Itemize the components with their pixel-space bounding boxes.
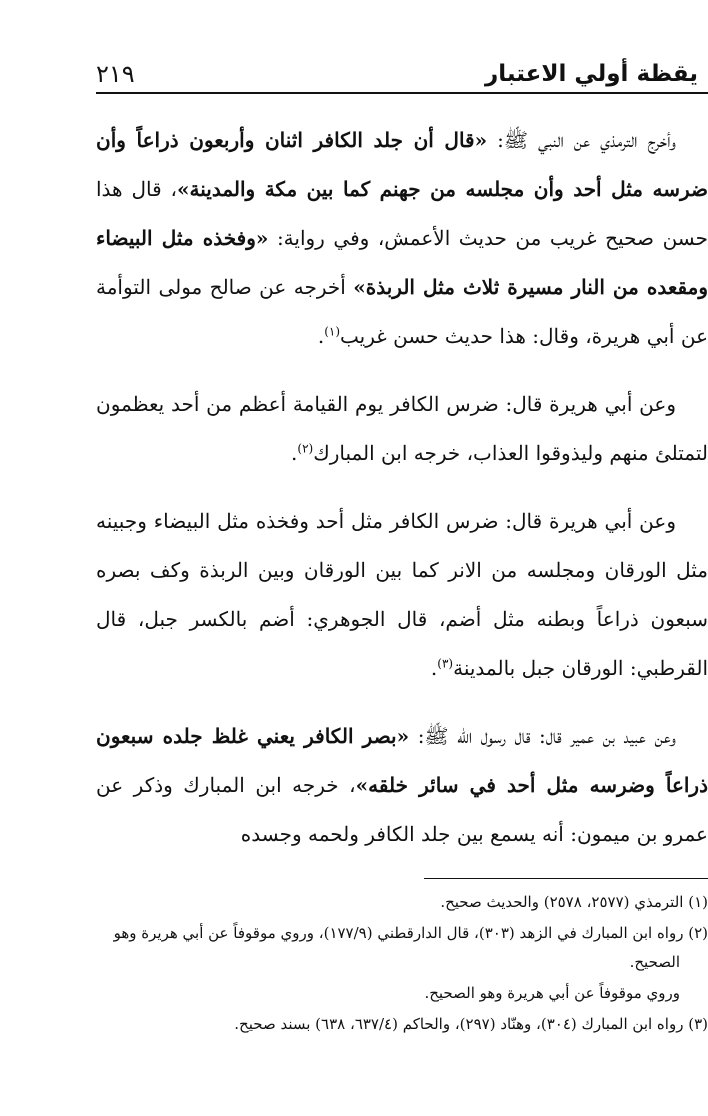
footnote: (١) الترمذي (٢٥٧٧، ٢٥٧٨) والحديث صحيح.: [440, 893, 708, 911]
text-segment: ، خرجه ابن المبارك وذكر عن عمرو بن ميمون: أنه يسمع بين جلد الكافر ولحمه وجسده: [96, 773, 708, 846]
footnote-reference: (١): [324, 324, 341, 339]
footnote: (٣) رواه ابن المبارك (٣٠٤)، وهنّاد (٢٩٧)، والحاكم (٦٣٧/٤، ٦٣٨) بسند صحيح.: [234, 1015, 708, 1033]
text-segment: .: [317, 324, 325, 348]
footnote-reference: (٢): [297, 441, 314, 456]
hadith-quote: «قال أن جلد الكافر اثنان وأربعون ذراعاً وأن ضرسه مثل أحد وأن مجلسه من جهنم كما بين مكة والمدينة»: [96, 128, 708, 201]
paragraph: [96, 380, 708, 478]
text-segment: .: [291, 441, 298, 465]
text-segment: وعن أبي هريرة قال: ضرس الكافر مثل أحد وفخذه مثل البيضاء وجبينه مثل الورقان ومجلسه من الانر كما بين الورقان وبين الربذة وكف بصره سبعون ذراعاً وبطنه مثل أضم، قال الجوهري: أضم بالكسر جبل، قال القرطبي: الورقان جبل بالمدينة: [96, 509, 708, 680]
footnote-reference: (٣): [437, 656, 454, 671]
paragraph: [96, 712, 708, 859]
text-segment: أخرجه عن صالح مولى التوأمة عن أبي هريرة، وقال: هذا حديث حسن غريب: [96, 275, 708, 348]
footnotes: [96, 888, 708, 1041]
page-number: ٢١٩: [96, 60, 135, 88]
footnote: (٢) رواه ابن المبارك في الزهد (٣٠٣)، قال الدارقطني (١٧٧/٩)، وروي موقوفاً عن أبي هريرة وهو الصحيح.: [113, 924, 708, 971]
hadith-quote: «وفخذه مثل البيضاء ومقعده من النار مسيرة ثلاث مثل الربذة»: [96, 226, 708, 299]
text-segment: .: [430, 656, 438, 680]
paragraph: [96, 116, 708, 361]
main-text: [96, 116, 708, 878]
header-rule: [96, 92, 708, 94]
hadith-quote: «بصر الكافر يعني غلظ جلده سبعون ذراعاً وضرسه مثل أحد في سائر خلقه»: [96, 724, 708, 797]
page-header: [96, 58, 708, 94]
book-title: يقظة أولي الاعتبار: [484, 61, 698, 87]
text-segment: وعن أبي هريرة قال: ضرس الكافر يوم القيامة أعظم من أحد يعظمون لتمتلئ منهم وليذوقوا العذاب، خرجه ابن المبارك: [96, 392, 708, 465]
paragraph: [96, 497, 708, 693]
footnote-continuation: وروي موقوفاً عن أبي هريرة وهو الصحيح.: [424, 984, 680, 1002]
text-segment: وعن عبيد بن عمير قال: قال رسول الله ﷺ:: [409, 724, 676, 748]
footnote-separator: [424, 878, 708, 879]
text-segment: ، قال هذا حسن صحيح غريب من حديث الأعمش، وفي رواية:: [96, 177, 708, 250]
text-segment: وأخرج الترمذي عن النبي ﷺ:: [487, 128, 676, 152]
